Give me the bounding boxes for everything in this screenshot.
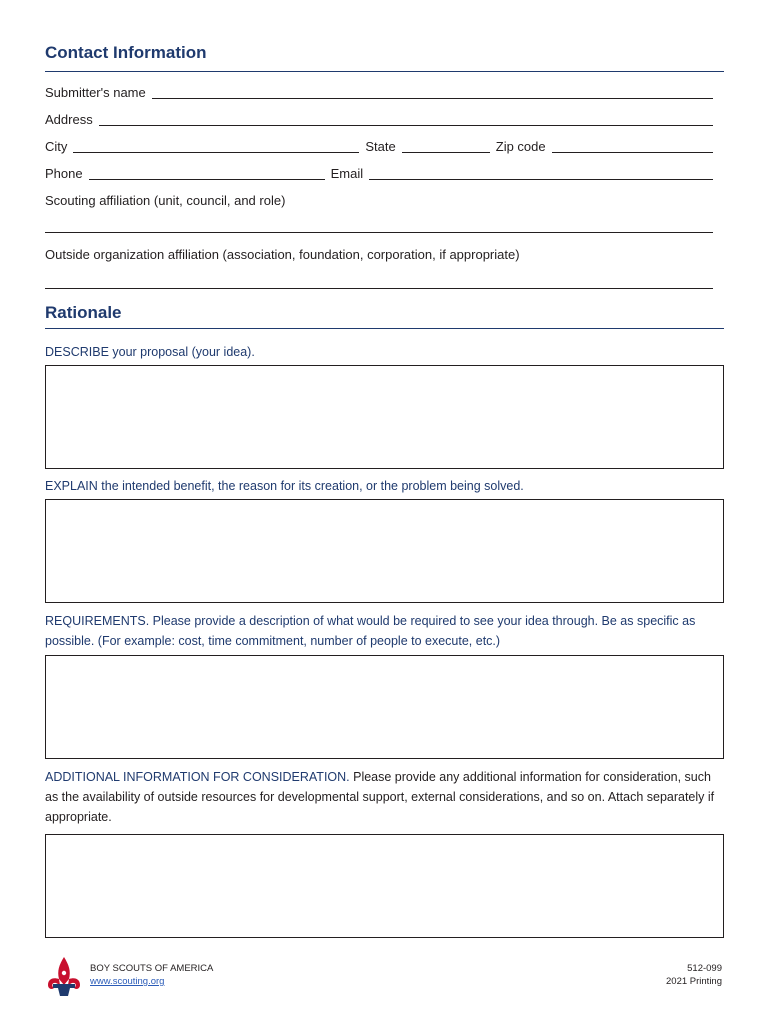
state-label: State <box>365 139 396 154</box>
email-field[interactable] <box>369 167 713 180</box>
email-label: Email <box>330 166 364 181</box>
footer-printing: 2021 Printing <box>666 976 722 987</box>
footer-website-link[interactable]: www.scouting.org <box>90 976 165 987</box>
describe-text: your proposal (your idea). <box>108 345 255 359</box>
footer-org-name: BOY SCOUTS OF AMERICA <box>90 963 214 974</box>
contact-heading: Contact Information <box>45 43 207 62</box>
phone-label: Phone <box>45 166 83 181</box>
describe-textbox[interactable] <box>45 365 724 469</box>
submitter-row <box>45 85 713 101</box>
address-field[interactable] <box>99 113 713 126</box>
submitter-label: Submitter's name <box>45 85 146 100</box>
contact-divider <box>45 71 724 72</box>
requirements-text: Please provide a description of what would be required to see your idea through. Be as specific as possible. (For example: cost, time commitment, number of people to execute, etc.) <box>45 614 696 648</box>
requirements-prompt <box>45 611 725 651</box>
outside-affiliation-label: Outside organization affiliation (association, foundation, corporation, if appropriate) <box>45 247 520 262</box>
scouting-affiliation-label: Scouting affiliation (unit, council, and role) <box>45 193 286 208</box>
describe-keyword: DESCRIBE <box>45 345 109 359</box>
phone-row <box>45 166 713 182</box>
describe-prompt <box>45 342 725 362</box>
additional-prompt <box>45 767 725 827</box>
rationale-heading: Rationale <box>45 303 122 322</box>
zip-field[interactable] <box>552 140 713 153</box>
explain-textbox[interactable] <box>45 499 724 603</box>
address-label: Address <box>45 112 93 127</box>
additional-text: Please provide any additional information for consideration, such as the availability of outside resources for developmental support, external considerations, and so on. Attach separately if appropriate. <box>45 770 715 824</box>
zip-label: Zip code <box>495 139 546 154</box>
explain-text: the intended benefit, the reason for its creation, or the problem being solved. <box>97 479 524 493</box>
phone-field[interactable] <box>89 167 325 180</box>
submitter-field[interactable] <box>152 86 713 99</box>
city-field[interactable] <box>73 140 359 153</box>
fleur-de-lis-logo-icon <box>45 955 83 999</box>
requirements-textbox[interactable] <box>45 655 724 759</box>
state-field[interactable] <box>402 140 490 153</box>
city-row <box>45 139 713 155</box>
address-row <box>45 112 713 128</box>
explain-keyword: EXPLAIN <box>45 479 98 493</box>
outside-affiliation-field[interactable] <box>45 288 713 289</box>
footer-form-number: 512-099 <box>687 963 722 974</box>
rationale-divider <box>45 328 724 329</box>
additional-textbox[interactable] <box>45 834 724 938</box>
scouting-affiliation-field[interactable] <box>45 232 713 233</box>
explain-prompt <box>45 476 725 496</box>
city-label: City <box>45 139 68 154</box>
requirements-keyword: REQUIREMENTS. <box>45 614 150 628</box>
additional-keyword: ADDITIONAL INFORMATION FOR CONSIDERATION. <box>45 770 350 784</box>
